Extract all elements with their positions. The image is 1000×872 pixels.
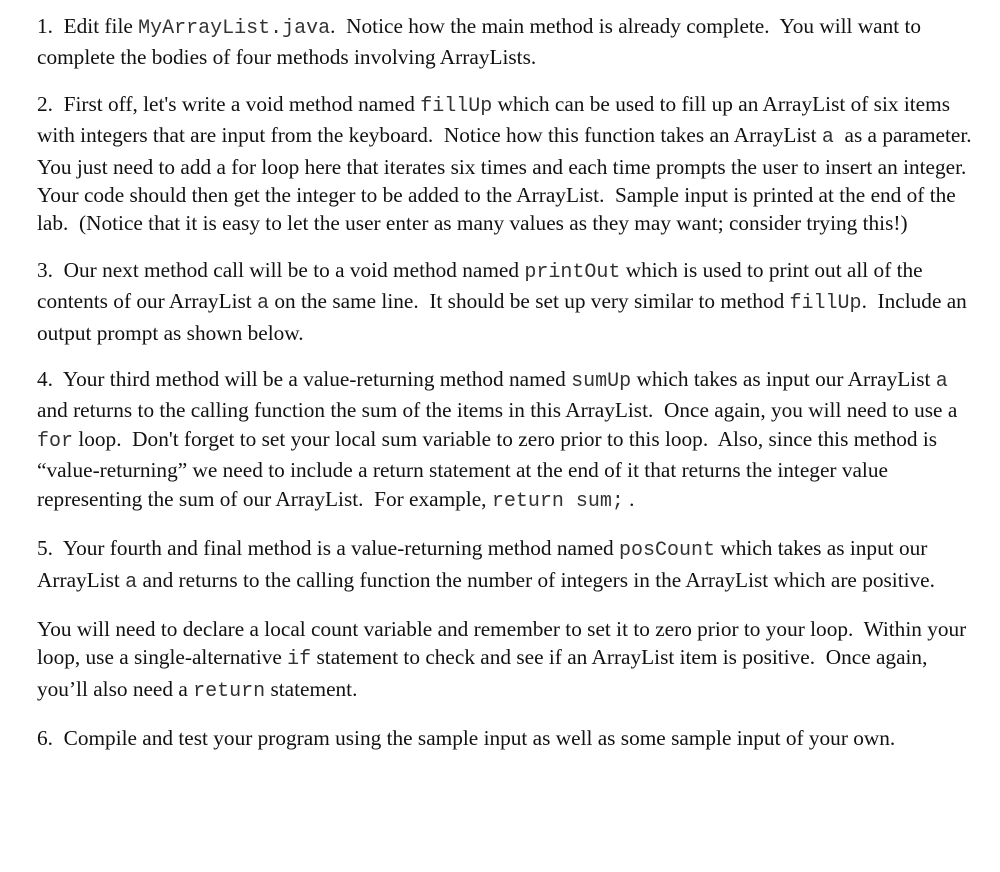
text-run: which takes as input our ArrayList	[37, 536, 932, 592]
code-keyword-if: if	[287, 648, 312, 672]
text-run: 1. Edit file	[37, 14, 139, 38]
text-run: 5. Your fourth and final method is a value-returning method named	[37, 536, 619, 561]
code-filename: MyArrayList.java	[138, 17, 331, 40]
text-run: 6. Compile and test your program using the sample input as well as some sample input of your own.	[37, 726, 896, 751]
code-variable-a: a	[257, 292, 270, 316]
code-variable-a: a	[935, 370, 948, 394]
paragraph-step-2	[37, 90, 980, 238]
text-run: and returns to the calling function the sum of the items in this ArrayList. Once again, you will need to use a	[37, 367, 963, 423]
text-run: which can be used to fill up an ArrayList of six items with integers that are input from the keyboard. Notice how this function takes an ArrayList	[37, 91, 956, 148]
text-run: loop. Don't forget to set your local sum variable to zero prior to this loop. Also, since this method is “value-returning” we need to include a return statement at the end of it that returns the integer value representing the sum of our ArrayList. For example,	[37, 426, 943, 511]
paragraph-step-5	[37, 534, 980, 597]
text-run: .	[623, 486, 635, 511]
code-method-fillup: fillUp	[789, 292, 862, 316]
code-keyword-return: return	[193, 679, 266, 703]
text-run: statement to check and see if an ArrayList item is positive. Once again, you’ll also need a	[37, 645, 933, 701]
code-keyword-for: for	[37, 429, 74, 453]
paragraph-step-5-detail	[37, 615, 980, 706]
text-run: 2. First off, let's write a void method named	[37, 91, 421, 116]
text-run: on the same line. It should be set up very similar to method	[269, 289, 790, 314]
paragraph-step-1	[37, 12, 980, 72]
text-run: 4. Your third method will be a value-returning method named	[37, 367, 572, 392]
code-method-fillup: fillUp	[420, 94, 493, 118]
paragraph-step-6	[37, 724, 980, 752]
code-method-printout: printOut	[524, 260, 621, 284]
text-run: . Include an output prompt as shown below.	[37, 289, 973, 345]
text-run: You will need to declare a local count variable and remember to set it to zero prior to your loop. Within your loop, use a single-alternative	[37, 616, 972, 670]
text-run: statement.	[265, 676, 358, 701]
code-method-poscount: posCount	[619, 539, 716, 563]
code-return-statement: return sum;	[491, 489, 624, 513]
text-run: which is used to print out all of the contents of our ArrayList	[37, 257, 928, 314]
paragraph-step-3	[37, 256, 980, 347]
text-run: 3. Our next method call will be to a void method named	[37, 257, 525, 282]
code-variable-a: a	[821, 126, 834, 150]
paragraph-step-4	[37, 365, 980, 516]
code-variable-a: a	[125, 570, 138, 594]
text-run: as a parameter. You just need to add a for loop here that iterates six times and each time prompts the user to insert an integer. Your code should then get the integer to be added to the ArrayList. Sample input is printed at the end of the lab. (Notice that it is easy to let the user enter as many values as they may want; consider trying this!)	[37, 123, 982, 236]
code-method-sumup: sumUp	[571, 370, 632, 394]
text-run: which takes as input our ArrayList	[631, 367, 936, 392]
text-run: and returns to the calling function the number of integers in the ArrayList which are positive.	[137, 567, 935, 592]
text-run: . Notice how the main method is already complete. You will want to complete the bodies of four methods involving ArrayLists.	[37, 14, 927, 70]
